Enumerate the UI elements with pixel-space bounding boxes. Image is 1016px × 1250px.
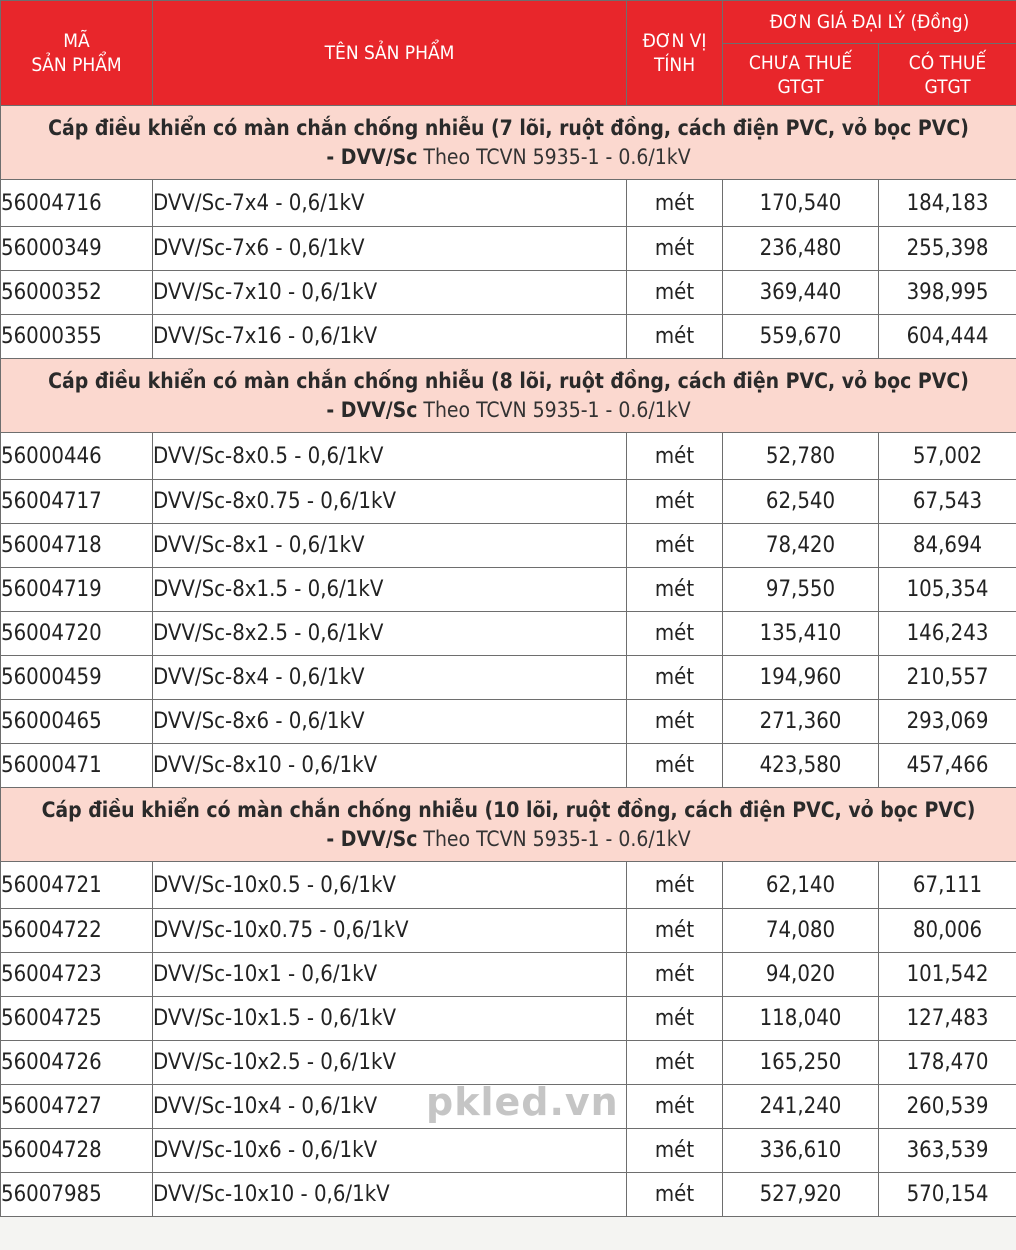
price-inc-vat-cell: 178,470 <box>879 1041 1016 1085</box>
table-row <box>1 315 1016 359</box>
product-code-cell: 56000355 <box>1 315 153 359</box>
product-code-cell: 56004725 <box>1 997 153 1041</box>
table-row <box>1 271 1016 315</box>
product-code-cell: 56004726 <box>1 1041 153 1085</box>
table-row <box>1 227 1016 271</box>
header-price-group: ĐƠN GIÁ ĐẠI LÝ (Đồng) <box>723 1 1016 44</box>
price-inc-vat-cell: 67,543 <box>879 480 1016 524</box>
table-body <box>1 106 1016 1217</box>
product-code-cell: 56004719 <box>1 568 153 612</box>
table-row <box>1 612 1016 656</box>
table-row <box>1 744 1016 788</box>
unit-cell: mét <box>627 1173 723 1217</box>
price-ex-vat-cell: 94,020 <box>723 953 879 997</box>
table-row <box>1 433 1016 480</box>
price-ex-vat-cell: 135,410 <box>723 612 879 656</box>
price-inc-vat-cell: 80,006 <box>879 909 1016 953</box>
unit-cell: mét <box>627 271 723 315</box>
unit-cell: mét <box>627 1085 723 1129</box>
table-row <box>1 524 1016 568</box>
group-subtitle <box>1 143 1016 172</box>
product-code-cell: 56007985 <box>1 1173 153 1217</box>
product-code-cell: 56004718 <box>1 524 153 568</box>
product-name-cell: DVV/Sc-10x6 - 0,6/1kV <box>153 1129 627 1173</box>
watermark: pkled.vn <box>426 1080 619 1124</box>
price-ex-vat-cell: 271,360 <box>723 700 879 744</box>
product-name-cell: DVV/Sc-10x4 - 0,6/1kV <box>153 1085 627 1129</box>
table-row <box>1 480 1016 524</box>
product-name-cell: DVV/Sc-7x6 - 0,6/1kV <box>153 227 627 271</box>
unit-cell: mét <box>627 997 723 1041</box>
group-subtitle <box>1 825 1016 854</box>
group-title: Cáp điều khiển có màn chắn chống nhiễu (7 lõi, ruột đồng, cách điện PVC, vỏ bọc PVC) <box>48 115 969 140</box>
product-code-cell: 56004722 <box>1 909 153 953</box>
unit-cell: mét <box>627 568 723 612</box>
price-ex-vat-cell: 336,610 <box>723 1129 879 1173</box>
product-code-cell: 56000446 <box>1 433 153 480</box>
product-name-cell: DVV/Sc-10x2.5 - 0,6/1kV <box>153 1041 627 1085</box>
group-code: - DVV/Sc <box>326 144 418 169</box>
unit-cell: mét <box>627 524 723 568</box>
group-header-row <box>1 788 1016 862</box>
price-inc-vat-cell: 260,539 <box>879 1085 1016 1129</box>
group-title: Cáp điều khiển có màn chắn chống nhiễu (8 lõi, ruột đồng, cách điện PVC, vỏ bọc PVC) <box>48 368 969 393</box>
price-ex-vat-cell: 97,550 <box>723 568 879 612</box>
product-code-cell: 56000459 <box>1 656 153 700</box>
unit-cell: mét <box>627 480 723 524</box>
unit-cell: mét <box>627 862 723 909</box>
table-row <box>1 909 1016 953</box>
unit-cell: mét <box>627 909 723 953</box>
unit-cell: mét <box>627 1041 723 1085</box>
product-name-cell: DVV/Sc-8x6 - 0,6/1kV <box>153 700 627 744</box>
group-title-cell <box>1 359 1016 433</box>
product-code-cell: 56004716 <box>1 180 153 227</box>
table-row <box>1 656 1016 700</box>
group-code: - DVV/Sc <box>326 397 418 422</box>
header-code: MÃ SẢN PHẨM <box>1 1 153 106</box>
price-inc-vat-cell: 105,354 <box>879 568 1016 612</box>
product-name-cell: DVV/Sc-10x1.5 - 0,6/1kV <box>153 997 627 1041</box>
price-ex-vat-cell: 241,240 <box>723 1085 879 1129</box>
price-inc-vat-cell: 457,466 <box>879 744 1016 788</box>
product-code-cell: 56000349 <box>1 227 153 271</box>
product-code-cell: 56004720 <box>1 612 153 656</box>
price-ex-vat-cell: 62,140 <box>723 862 879 909</box>
group-standard: Theo TCVN 5935-1 - 0.6/1kV <box>417 826 691 851</box>
table-row <box>1 1085 1016 1129</box>
price-ex-vat-cell: 369,440 <box>723 271 879 315</box>
table-row <box>1 568 1016 612</box>
price-inc-vat-cell: 146,243 <box>879 612 1016 656</box>
header-price-ex-vat: CHƯA THUẾ GTGT <box>723 44 879 106</box>
group-subtitle <box>1 396 1016 425</box>
product-code-cell: 56004717 <box>1 480 153 524</box>
product-name-cell: DVV/Sc-7x16 - 0,6/1kV <box>153 315 627 359</box>
product-name-cell: DVV/Sc-8x2.5 - 0,6/1kV <box>153 612 627 656</box>
unit-cell: mét <box>627 700 723 744</box>
unit-cell: mét <box>627 315 723 359</box>
product-name-cell: DVV/Sc-7x4 - 0,6/1kV <box>153 180 627 227</box>
product-code-cell: 56000471 <box>1 744 153 788</box>
price-ex-vat-cell: 236,480 <box>723 227 879 271</box>
group-standard: Theo TCVN 5935-1 - 0.6/1kV <box>417 397 691 422</box>
table-row <box>1 1041 1016 1085</box>
table-row <box>1 1129 1016 1173</box>
price-ex-vat-cell: 74,080 <box>723 909 879 953</box>
price-ex-vat-cell: 194,960 <box>723 656 879 700</box>
group-header-row <box>1 106 1016 180</box>
price-inc-vat-cell: 210,557 <box>879 656 1016 700</box>
unit-cell: mét <box>627 227 723 271</box>
unit-cell: mét <box>627 433 723 480</box>
price-inc-vat-cell: 604,444 <box>879 315 1016 359</box>
price-ex-vat-cell: 559,670 <box>723 315 879 359</box>
price-inc-vat-cell: 293,069 <box>879 700 1016 744</box>
header-price-inc-vat: CÓ THUẾ GTGT <box>879 44 1016 106</box>
table-row <box>1 700 1016 744</box>
price-inc-vat-cell: 363,539 <box>879 1129 1016 1173</box>
group-header-row <box>1 359 1016 433</box>
product-name-cell: DVV/Sc-8x1 - 0,6/1kV <box>153 524 627 568</box>
header-row <box>1 1 1016 44</box>
table-row <box>1 1173 1016 1217</box>
product-name-cell: DVV/Sc-8x4 - 0,6/1kV <box>153 656 627 700</box>
group-title: Cáp điều khiển có màn chắn chống nhiễu (10 lõi, ruột đồng, cách điện PVC, vỏ bọc PVC) <box>41 797 976 822</box>
price-inc-vat-cell: 57,002 <box>879 433 1016 480</box>
price-inc-vat-cell: 101,542 <box>879 953 1016 997</box>
price-inc-vat-cell: 255,398 <box>879 227 1016 271</box>
price-ex-vat-cell: 78,420 <box>723 524 879 568</box>
table-row <box>1 997 1016 1041</box>
header-unit: ĐƠN VỊ TÍNH <box>627 1 723 106</box>
group-title-cell <box>1 106 1016 180</box>
price-inc-vat-cell: 127,483 <box>879 997 1016 1041</box>
price-ex-vat-cell: 527,920 <box>723 1173 879 1217</box>
product-code-cell: 56000352 <box>1 271 153 315</box>
product-name-cell: DVV/Sc-10x0.5 - 0,6/1kV <box>153 862 627 909</box>
product-code-cell: 56004727 <box>1 1085 153 1129</box>
table-row <box>1 953 1016 997</box>
price-ex-vat-cell: 165,250 <box>723 1041 879 1085</box>
unit-cell: mét <box>627 744 723 788</box>
table-row <box>1 862 1016 909</box>
table-row <box>1 180 1016 227</box>
product-code-cell: 56004728 <box>1 1129 153 1173</box>
product-name-cell: DVV/Sc-8x0.5 - 0,6/1kV <box>153 433 627 480</box>
header-name: TÊN SẢN PHẨM <box>153 1 627 106</box>
price-inc-vat-cell: 570,154 <box>879 1173 1016 1217</box>
product-name-cell: DVV/Sc-8x1.5 - 0,6/1kV <box>153 568 627 612</box>
product-name-cell: DVV/Sc-10x0.75 - 0,6/1kV <box>153 909 627 953</box>
price-ex-vat-cell: 423,580 <box>723 744 879 788</box>
product-name-cell: DVV/Sc-8x10 - 0,6/1kV <box>153 744 627 788</box>
unit-cell: mét <box>627 612 723 656</box>
unit-cell: mét <box>627 953 723 997</box>
product-code-cell: 56004723 <box>1 953 153 997</box>
product-name-cell: DVV/Sc-8x0.75 - 0,6/1kV <box>153 480 627 524</box>
price-inc-vat-cell: 184,183 <box>879 180 1016 227</box>
unit-cell: mét <box>627 1129 723 1173</box>
product-code-cell: 56000465 <box>1 700 153 744</box>
product-name-cell: DVV/Sc-10x1 - 0,6/1kV <box>153 953 627 997</box>
price-ex-vat-cell: 118,040 <box>723 997 879 1041</box>
group-code: - DVV/Sc <box>326 826 418 851</box>
product-name-cell: DVV/Sc-7x10 - 0,6/1kV <box>153 271 627 315</box>
product-code-cell: 56004721 <box>1 862 153 909</box>
price-inc-vat-cell: 84,694 <box>879 524 1016 568</box>
price-ex-vat-cell: 170,540 <box>723 180 879 227</box>
product-name-cell: DVV/Sc-10x10 - 0,6/1kV <box>153 1173 627 1217</box>
price-inc-vat-cell: 398,995 <box>879 271 1016 315</box>
price-ex-vat-cell: 52,780 <box>723 433 879 480</box>
group-standard: Theo TCVN 5935-1 - 0.6/1kV <box>417 144 691 169</box>
unit-cell: mét <box>627 656 723 700</box>
price-ex-vat-cell: 62,540 <box>723 480 879 524</box>
group-title-cell <box>1 788 1016 862</box>
price-inc-vat-cell: 67,111 <box>879 862 1016 909</box>
unit-cell: mét <box>627 180 723 227</box>
